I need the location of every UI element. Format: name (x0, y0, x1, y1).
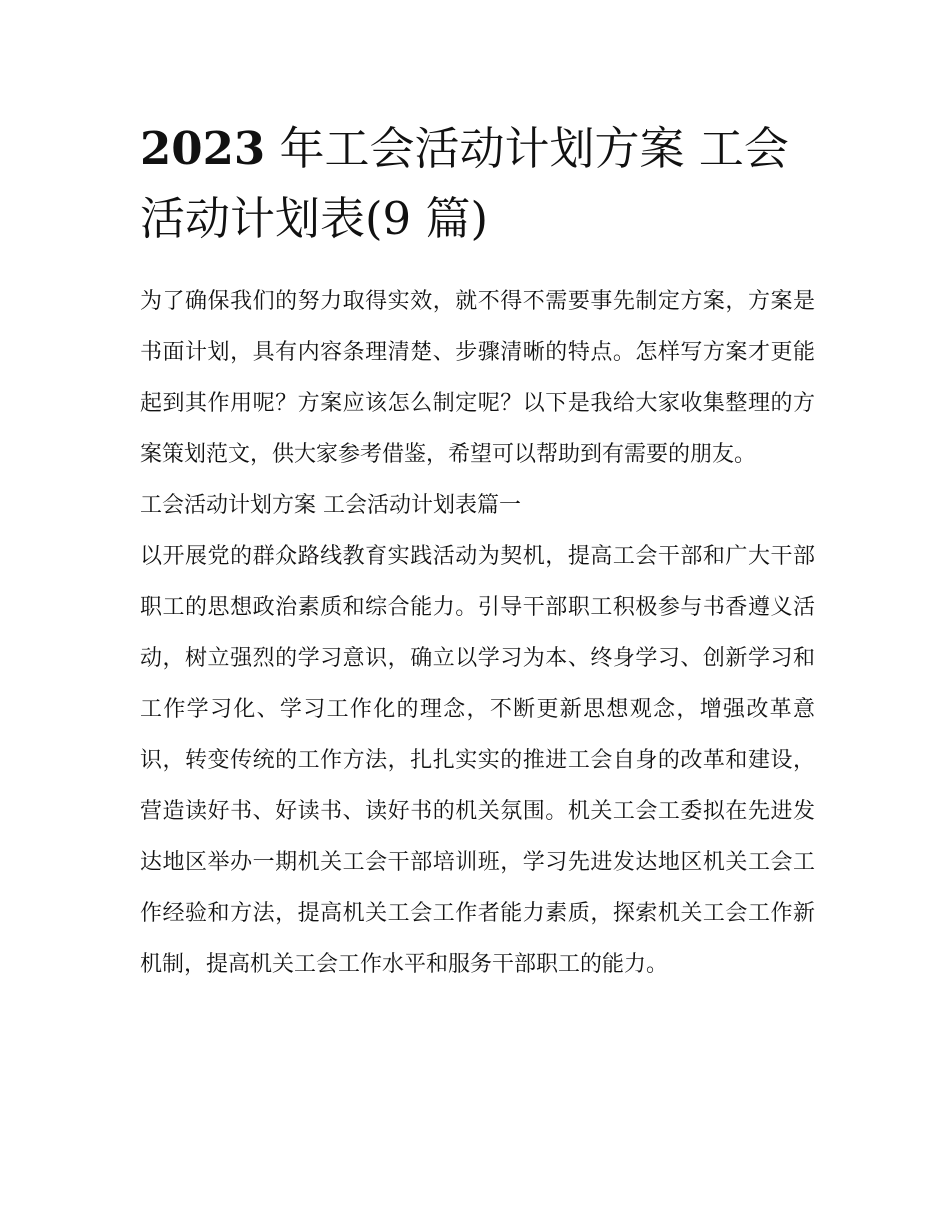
title-text: 年工会活动计划方案 工会活动计划表(9 篇) (140, 122, 789, 245)
title-year: 2023 (140, 122, 266, 175)
document-body (140, 276, 815, 990)
section-paragraph: 以开展党的群众路线教育实践活动为契机，提高工会干部和广大干部职工的思想政治素质和综合能力。引导干部职工积极参与书香遵义活动，树立强烈的学习意识，确立以学习为本、终身学习、创新学习和工作学习化、学习工作化的理念，不断更新思想观念，增强改革意识，转变传统的工作方法，扎扎实实的推进工会自身的改革和建设，营造读好书、好读书、读好书的机关氛围。机关工会工委拟在先进发达地区举办一期机关工会干部培训班，学习先进发达地区机关工会工作经验和方法，提高机关工会工作者能力素质，探索机关工会工作新机制，提高机关工会工作水平和服务干部职工的能力。 (140, 544, 815, 977)
section-heading: 工会活动计划方案 工会活动计划表篇一 (140, 493, 521, 518)
document-title (140, 114, 820, 254)
intro-paragraph: 为了确保我们的努力取得实效，就不得不需要事先制定方案，方案是书面计划，具有内容条理清楚、步骤清晰的特点。怎样写方案才更能起到其作用呢？方案应该怎么制定呢？以下是我给大家收集整理的方案策划范文，供大家参考借鉴，希望可以帮助到有需要的朋友。 (140, 289, 815, 467)
